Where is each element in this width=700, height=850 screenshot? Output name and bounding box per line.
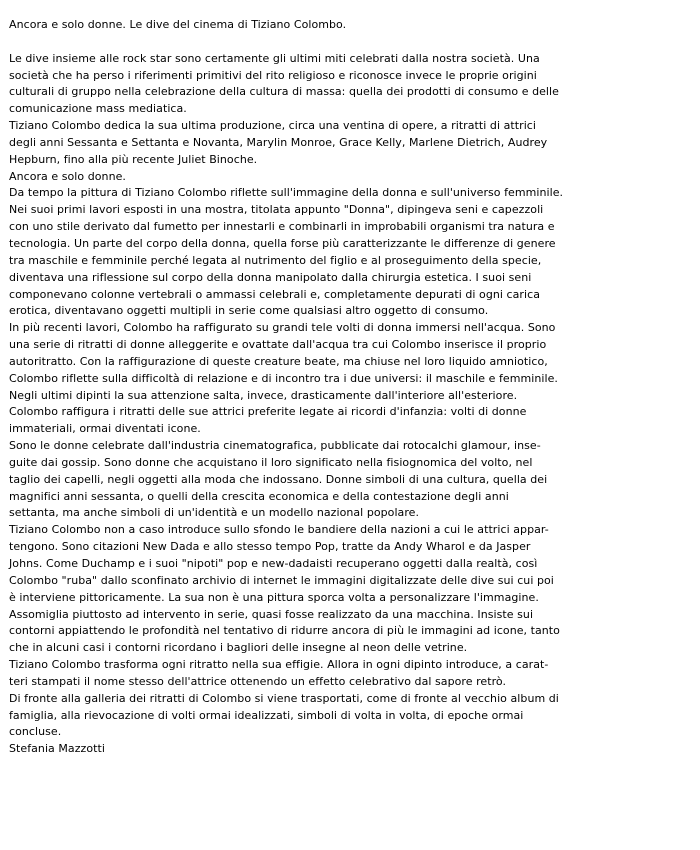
text-line: è interviene pittoricamente. La sua non è una pittura sporca volta a personalizzare l'immagine. xyxy=(9,590,539,604)
text-line: Colombo riflette sulla difficoltà di relazione e di incontro tra i due universi: il maschile e femminile. xyxy=(9,371,558,385)
text-line: tengono. Sono citazioni New Dada e allo stesso tempo Pop, tratte da Andy Wharol e da Jasper xyxy=(9,540,531,554)
text-line: culturali di gruppo nella celebrazione della cultura di massa: quella dei prodotti di consumo e delle xyxy=(9,85,559,99)
text-line: Assomiglia piuttosto ad intervento in serie, quasi fosse realizzato da una macchina. Insiste sui xyxy=(9,607,534,621)
text-line: Sono le donne celebrate dall'industria cinematografica, pubblicate dai rotocalchi glamour, inse- xyxy=(9,439,541,453)
text-line: Hepburn, fino alla più recente Juliet Binoche. xyxy=(9,152,258,166)
text-line: componevano colonne vertebrali o ammassi celebrali e, completamente depurati di ogni carica xyxy=(9,287,541,301)
text-line: una serie di ritratti di donne alleggerite e ovattate dall'acqua tra cui Colombo inserisce il proprio xyxy=(9,338,547,352)
text-line: diventava una riflessione sul corpo della donna manipolato dalla chirurgia estetica. I suoi seni xyxy=(9,270,532,284)
text-line: concluse. xyxy=(9,725,62,739)
text-line: settanta, ma anche simboli di un'identità e un modello nazional popolare. xyxy=(9,506,420,520)
text-line: Le dive insieme alle rock star sono certamente gli ultimi miti celebrati dalla nostra società. Una xyxy=(9,51,540,65)
text-line: che in alcuni casi i contorni ricordano i bagliori delle insegne al neon delle vetrine. xyxy=(9,641,468,655)
text-line: Colombo "ruba" dallo sconfinato archivio di internet le immagini digitalizzate delle dive sui cui poi xyxy=(9,573,554,587)
text-line: contorni appiattendo le profondità nel tentativo di ridurre ancora di più le immagini ad icone, tanto xyxy=(9,624,560,638)
text-line: autoritratto. Con la raffigurazione di queste creature beate, ma chiuse nel loro liquido amniotico, xyxy=(9,354,548,368)
text-line: con uno stile derivato dal fumetto per innestarli e combinarli in improbabili organismi tra natura e xyxy=(9,220,555,234)
text-line: erotica, diventavano oggetti multipli in serie come qualsiasi altro oggetto di consumo. xyxy=(9,304,489,318)
text-line: Tiziano Colombo dedica la sua ultima produzione, circa una ventina di opere, a ritratti di attrici xyxy=(9,119,537,133)
text-line: Di fronte alla galleria dei ritratti di Colombo si viene trasportati, come di fronte al vecchio album di xyxy=(9,691,559,705)
text-line: comunicazione mass mediatica. xyxy=(9,102,187,116)
text-line: taglio dei capelli, negli oggetti alla moda che indossano. Donne simboli di una cultura, quella dei xyxy=(9,472,548,486)
blank-line xyxy=(9,34,689,51)
text-line: società che ha perso i riferimenti primitivi del rito religioso e riconosce invece le proprie origini xyxy=(9,68,537,82)
article-text xyxy=(9,51,689,742)
text-line: Ancora e solo donne. xyxy=(9,169,126,183)
text-line: immateriali, ormai diventati icone. xyxy=(9,422,201,436)
author-signature: Stefania Mazzotti xyxy=(9,742,105,756)
text-line: tecnologia. Un parte del corpo della donna, quella forse più caratterizzante le differenze di genere xyxy=(9,236,556,250)
text-line: Colombo raffigura i ritratti delle sue attrici preferite legate ai ricordi d'infanzia: volti di donne xyxy=(9,405,527,419)
text-line: In più recenti lavori, Colombo ha raffigurato su grandi tele volti di donna immersi nell'acqua. Sono xyxy=(9,321,556,335)
document-title: Ancora e solo donne. Le dive del cinema di Tiziano Colombo. xyxy=(9,18,347,31)
text-line: Johns. Come Duchamp e i suoi "nipoti" pop e new-dadaisti recuperano oggetti dalla realtà, così xyxy=(9,557,538,570)
text-line: Nei suoi primi lavori esposti in una mostra, titolata appunto "Donna", dipingeva seni e capezzoli xyxy=(9,203,544,217)
text-line: guite dai gossip. Sono donne che acquistano il loro significato nella fisiognomica del volto, nel xyxy=(9,455,533,469)
text-line: tra maschile e femminile perché legata al nutrimento del figlio e al proseguimento della specie, xyxy=(9,253,542,267)
text-line: Tiziano Colombo non a caso introduce sullo sfondo le bandiere della nazioni a cui le attrici appar- xyxy=(9,523,549,537)
document-body xyxy=(9,17,689,758)
text-line: magnifici anni sessanta, o quelli della crescita economica e della contestazione degli anni xyxy=(9,489,509,503)
text-line: Negli ultimi dipinti la sua attenzione salta, invece, drasticamente dall'interiore all'esteriore. xyxy=(9,388,518,402)
text-line: famiglia, alla rievocazione di volti ormai idealizzati, simboli di volta in volta, di epoche ormai xyxy=(9,708,524,722)
text-line: teri stampati il nome stesso dell'attrice ottenendo un effetto celebrativo dal sapore retrò. xyxy=(9,674,507,688)
text-line: Da tempo la pittura di Tiziano Colombo riflette sull'immagine della donna e sull'universo femminile. xyxy=(9,186,564,200)
text-line: Tiziano Colombo trasforma ogni ritratto nella sua effigie. Allora in ogni dipinto introduce, a carat- xyxy=(9,658,549,672)
text-line: degli anni Sessanta e Settanta e Novanta, Marylin Monroe, Grace Kelly, Marlene Dietrich, Audrey xyxy=(9,135,548,149)
